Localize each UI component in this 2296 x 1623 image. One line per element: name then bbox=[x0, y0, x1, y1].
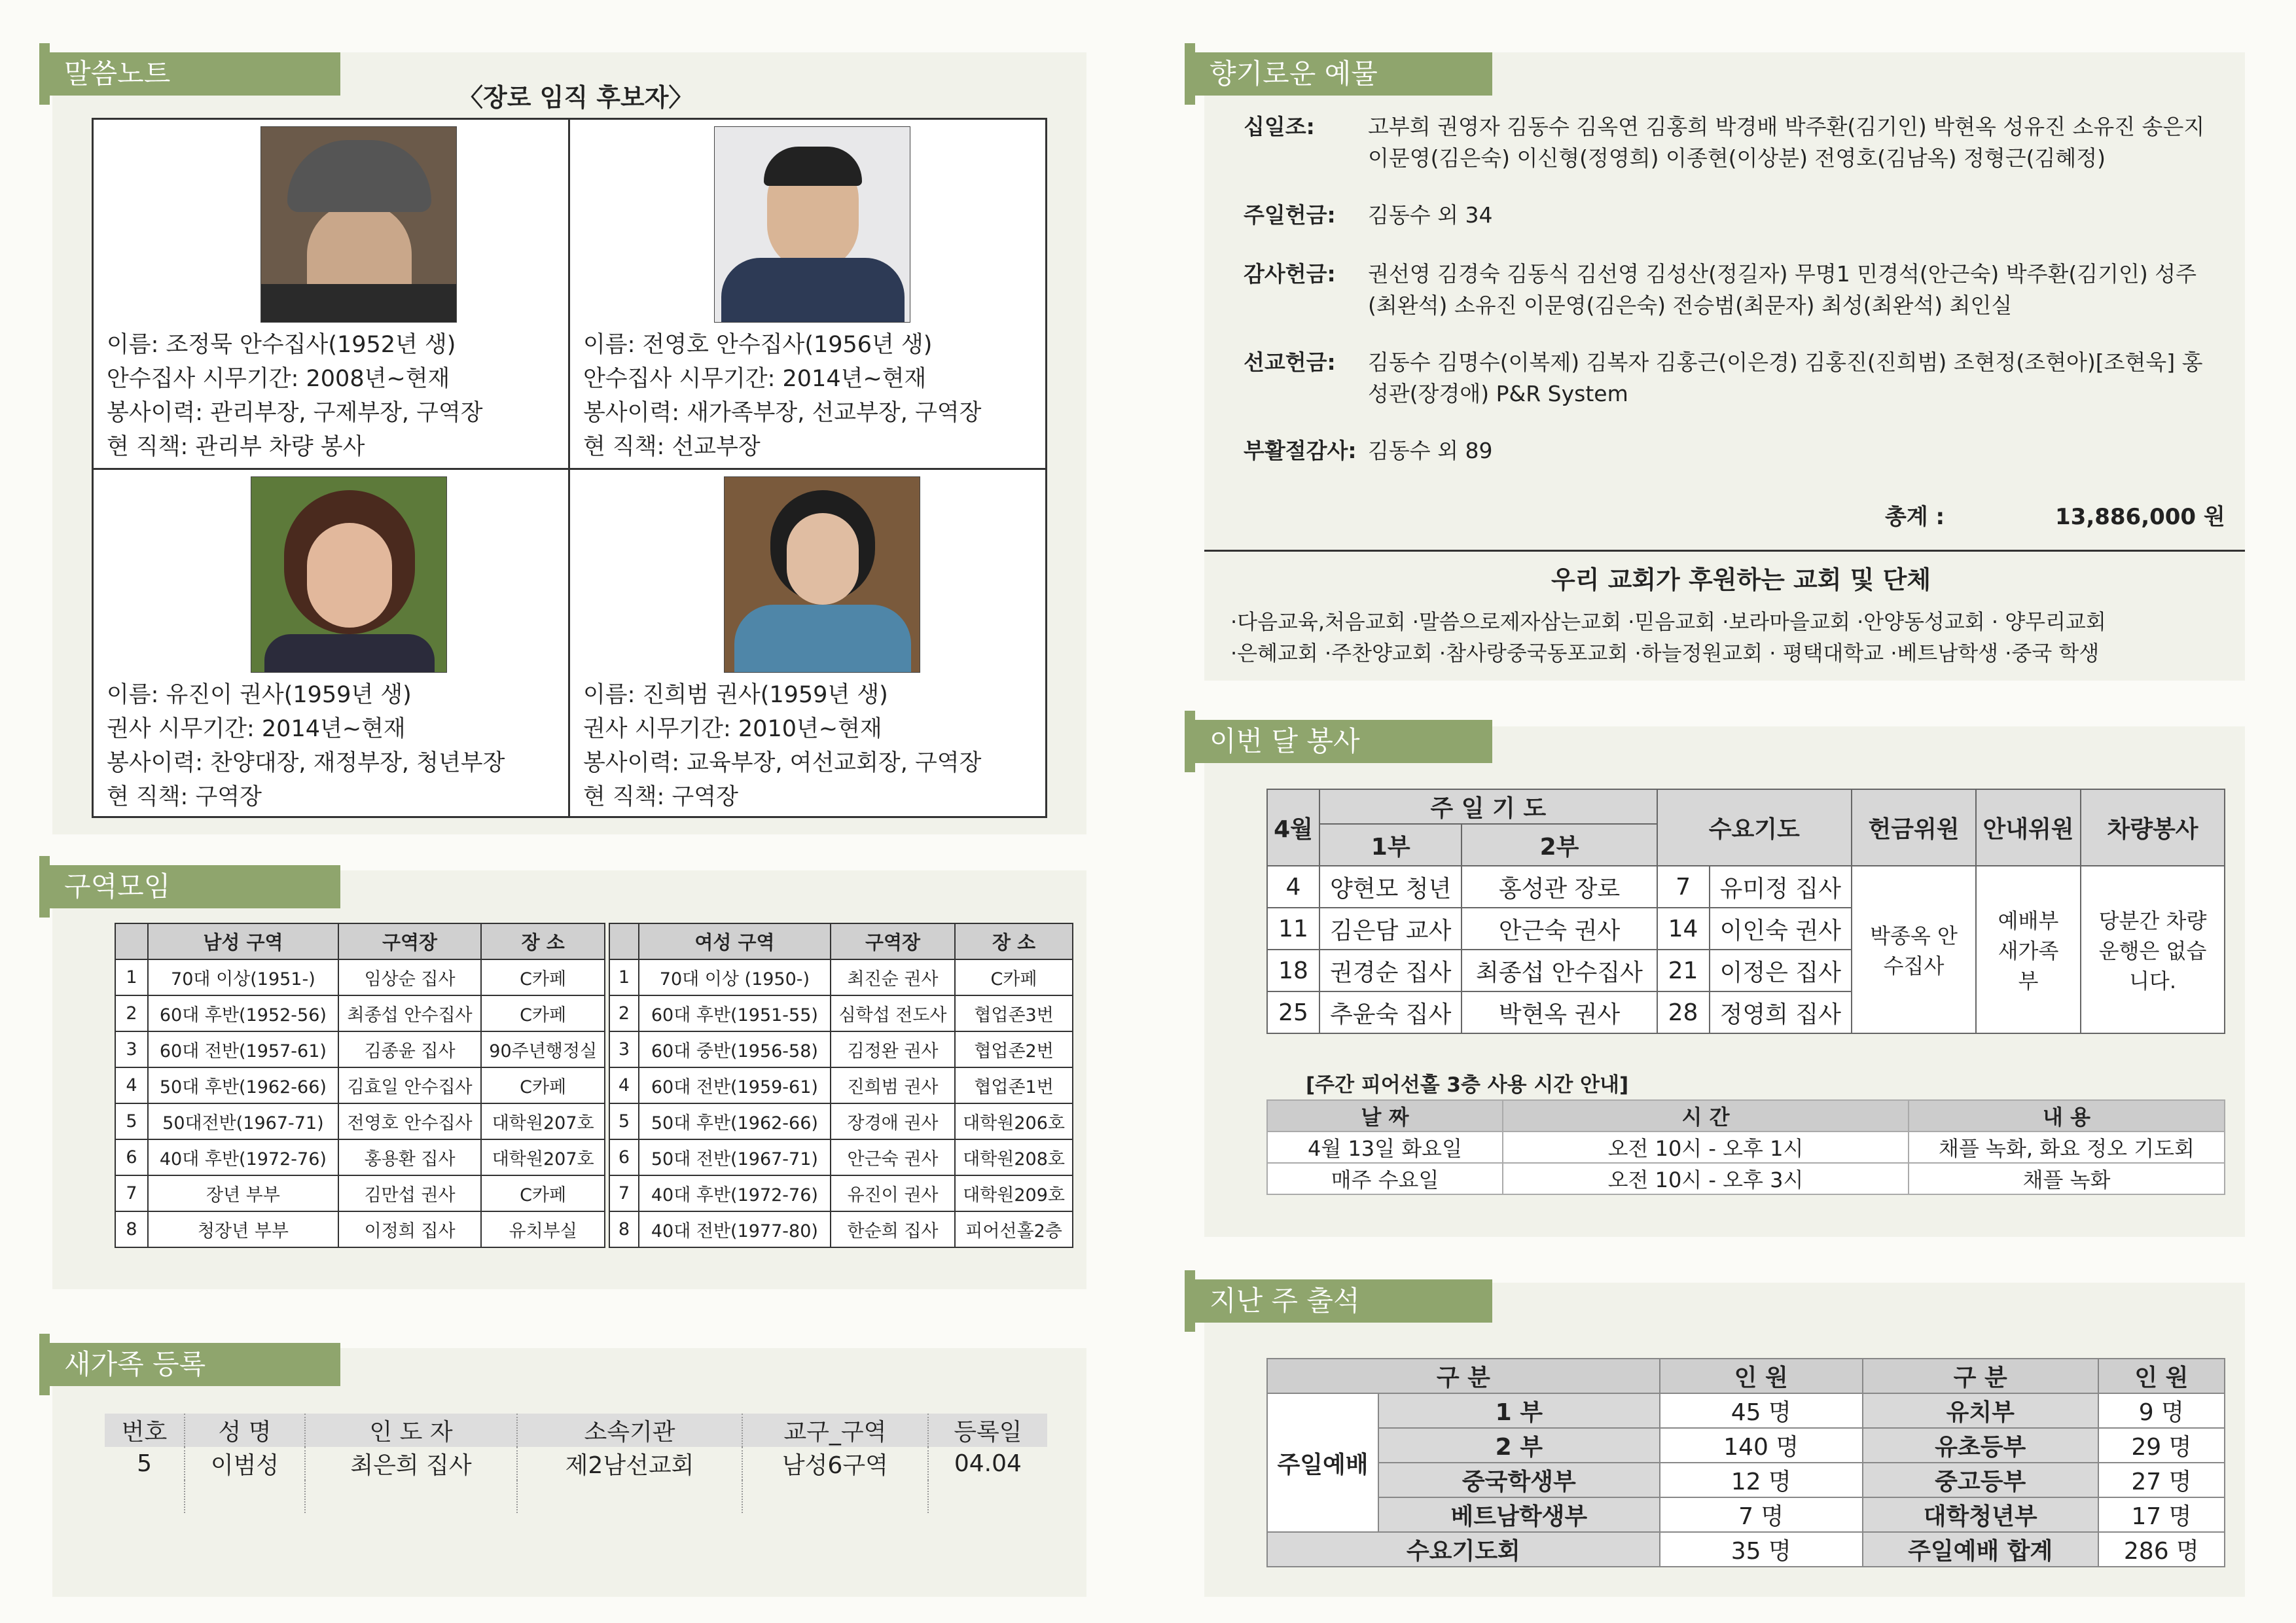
section-header-offering: 향기로운 예물 bbox=[1185, 52, 1492, 96]
candidate-info: 이름: 진희범 권사(1959년 생) 권사 시무기간: 2010년~현재 봉사이력: 교육부장, 여선교회장, 구역장 현 직책: 구역장 bbox=[583, 682, 982, 810]
table-row: 6 50대 전반(1967-71) 안근숙 권사 대학원208호 bbox=[609, 1139, 1073, 1175]
table-row: 3 60대 전반(1957-61) 김종윤 집사 90주년행정실 bbox=[115, 1031, 605, 1067]
candidate-photo bbox=[714, 126, 910, 323]
table-row: 8 40대 전반(1977-80) 한순희 집사 피어선홀2층 bbox=[609, 1211, 1073, 1247]
candidate-card bbox=[94, 470, 569, 818]
table-row: 1 70대 이상(1951-) 임상순 집사 C카페 bbox=[115, 959, 605, 995]
table-row: 5 50대전반(1967-71) 전영호 안수집사 대학원207호 bbox=[115, 1103, 605, 1139]
table-row: 5 50대 후반(1962-66) 장경애 권사 대학원206호 bbox=[609, 1103, 1073, 1139]
offering-total-value: 13,886,000 원 bbox=[2055, 504, 2225, 530]
attendance-table: 구 분 인 원 구 분 인 원 주일예배 1 부 45 명 유치부 9 명 2 부 140 명 유초등부 29 명 중국학생부 12 명 중고등부 27 명 베트남학생부 7 명 대학청년부 17 명 수요기도회 35 명 주일예배 합계 286 명 bbox=[1266, 1358, 2225, 1567]
candidate-info: 이름: 유진이 권사(1959년 생) 권사 시무기간: 2014년~현재 봉사이력: 찬양대장, 재정부장, 청년부장 현 직책: 구역장 bbox=[107, 682, 505, 810]
candidates-title: 〈장로 임직 후보자〉 bbox=[458, 83, 694, 112]
section-header-service: 이번 달 봉사 bbox=[1185, 720, 1492, 763]
table-row: 수요기도회 35 명 주일예배 합계 286 명 bbox=[1267, 1532, 2225, 1567]
table-row: 베트남학생부 7 명 대학청년부 17 명 bbox=[1267, 1497, 2225, 1532]
table-row: 2 60대 후반(1951-55) 심학섭 전도사 협업존3번 bbox=[609, 995, 1073, 1031]
table-row: 18 권경순 집사 최종섭 안수집사 21 이정은 집사 bbox=[1267, 950, 2225, 991]
table-row: 4월 13일 화요일 오전 10시 - 오후 1시 채플 녹화, 화요 정오 기도회 bbox=[1267, 1132, 2225, 1163]
table-row: 25 추윤숙 집사 박현옥 권사 28 정영희 집사 bbox=[1267, 991, 2225, 1033]
candidate-info: 이름: 전영호 안수집사(1956년 생) 안수집사 시무기간: 2014년~현재 봉사이력: 새가족부장, 선교부장, 구역장 현 직책: 선교부장 bbox=[583, 332, 982, 460]
offering-sunday: 주일헌금: 김동수 외 34 bbox=[1244, 202, 1493, 228]
new-family-table: 번호 성 명 인 도 자 소속기관 교구_구역 등록일 5 이범성 최은희 집사 제2남선교회 남성6구역 04.04 bbox=[105, 1414, 1047, 1513]
women-district-table: 여성 구역 구역장 장 소 1 70대 이상 (1950-) 최진순 권사 C카페 2 60대 후반(1951-55) 심학섭 전도사 협업존3번 3 60대 중반(1956-58) 김정완 권사 협업존2번 4 60대 전반(1959-61) 진희범 권사 협업존1번 5 50대 후반(1962-66) 장경애 권사 대학원206호 6 50대 전반(1967-71) 안근숙 권사 대학원208호 7 40대 후반(1972-76) 유진이 권사 대학원209호 8 40대 전반(1977-80) 한순희 집사 피어선홀2층 bbox=[609, 923, 1073, 1248]
candidate-photo bbox=[724, 476, 920, 673]
table-row: 주일예배 1 부 45 명 유치부 9 명 bbox=[1267, 1393, 2225, 1428]
offering-tithe: 십일조: 고부희 권영자 김동수 김옥연 김홍희 박경배 박주환(김기인) 박현옥 성유진 소유진 송은지 이문영(김은숙) 이신형(정영희) 이종현(이상분) 전영호(김남옥) 정형근(김혜정) bbox=[1244, 114, 2205, 171]
section-header-attendance: 지난 주 출석 bbox=[1185, 1279, 1492, 1323]
table-row: 8 청장년 부부 이정희 집사 유치부실 bbox=[115, 1211, 605, 1247]
section-header-district: 구역모임 bbox=[39, 865, 340, 908]
divider bbox=[1204, 550, 2245, 552]
table-row: 4 50대 후반(1962-66) 김효일 안수집사 C카페 bbox=[115, 1067, 605, 1103]
pierson-hall-title: [주간 피어선홀 3층 사용 시간 안내] bbox=[1306, 1073, 1629, 1097]
offering-mission: 선교헌금: 김동수 김명수(이복제) 김복자 김홍근(이은경) 김홍진(진희범) 조현정(조현아)[조현욱] 홍성관(장경애) P&R System bbox=[1244, 349, 2203, 406]
table-row: 3 60대 중반(1956-58) 김정완 권사 협업존2번 bbox=[609, 1031, 1073, 1067]
men-district-table: 남성 구역 구역장 장 소 1 70대 이상(1951-) 임상순 집사 C카페 2 60대 후반(1952-56) 최종섭 안수집사 C카페 3 60대 전반(1957-61) 김종윤 집사 90주년행정실 4 50대 후반(1962-66) 김효일 안수집사 C카페 5 50대전반(1967-71) 전영호 안수집사 대학원207호 6 40대 후반(1972-76) 홍용환 집사 대학원207호 7 장년 부부 김만섭 권사 C카페 8 청장년 부부 이정희 집사 유치부실 bbox=[115, 923, 605, 1248]
service-table: 4월 주 일 기 도 수요기도 헌금위원 안내위원 차량봉사 1부 2부 4 양현모 청년 홍성관 장로 7 유미정 집사 박종옥 안수집사 예배부 새가족부 당분간 차량운행은 없습니다. 11 김은담 교사 안근숙 권사 14 이인숙 권사 18 권경순 집사 최종섭 안수집사 21 이정은 집사 25 추윤숙 집사 박현옥 권사 28 정영희 집사 bbox=[1266, 789, 2225, 1034]
table-row: 5 이범성 최은희 집사 제2남선교회 남성6구역 04.04 bbox=[105, 1447, 1047, 1480]
support-list-2: ·은혜교회 ·주찬양교회 ·참사랑중국동포교회 ·하늘정원교회 · 평택대학교 ·베트남학생 ·중국 학생 bbox=[1230, 641, 2100, 666]
table-row: 7 장년 부부 김만섭 권사 C카페 bbox=[115, 1175, 605, 1211]
pierson-hall-table: 날 짜 시 간 내 용 4월 13일 화요일 오전 10시 - 오후 1시 채플 녹화, 화요 정오 기도회 매주 수요일 오전 10시 - 오후 3시 채플 녹화 bbox=[1266, 1099, 2225, 1195]
candidate-photo bbox=[251, 476, 447, 673]
offering-total-label: 총계 : bbox=[1885, 504, 1945, 530]
table-row: 11 김은담 교사 안근숙 권사 14 이인숙 권사 bbox=[1267, 908, 2225, 950]
candidates-grid bbox=[92, 118, 1047, 818]
section-header-new-family: 새가족 등록 bbox=[39, 1343, 340, 1386]
table-row: 1 70대 이상 (1950-) 최진순 권사 C카페 bbox=[609, 959, 1073, 995]
candidate-photo bbox=[260, 126, 457, 323]
candidate-card bbox=[570, 470, 1045, 818]
table-row: 4 양현모 청년 홍성관 장로 7 유미정 집사 박종옥 안수집사 예배부 새가족부 당분간 차량운행은 없습니다. bbox=[1267, 866, 2225, 908]
table-row: 매주 수요일 오전 10시 - 오후 3시 채플 녹화 bbox=[1267, 1163, 2225, 1194]
section-header-word-note: 말씀노트 bbox=[39, 52, 340, 96]
candidate-card bbox=[570, 120, 1045, 468]
support-title: 우리 교회가 후원하는 교회 및 단체 bbox=[1551, 565, 1931, 594]
offering-thanks: 감사헌금: 권선영 김경숙 김동식 김선영 김성산(정길자) 무명1 민경석(안근숙) 박주환(김기인) 성주(최완석) 소유진 이문영(김은숙) 전승범(최문자) 최성(최완석) 최인실 bbox=[1244, 261, 2197, 318]
table-row: 4 60대 전반(1959-61) 진희범 권사 협업존1번 bbox=[609, 1067, 1073, 1103]
support-list-1: ·다음교육,처음교회 ·말씀으로제자삼는교회 ·믿음교회 ·보라마을교회 ·안양동성교회 · 양무리교회 bbox=[1230, 609, 2106, 634]
table-row: 2 60대 후반(1952-56) 최종섭 안수집사 C카페 bbox=[115, 995, 605, 1031]
table-row: 2 부 140 명 유초등부 29 명 bbox=[1267, 1428, 2225, 1463]
candidate-info: 이름: 조정묵 안수집사(1952년 생) 안수집사 시무기간: 2008년~현재 봉사이력: 관리부장, 구제부장, 구역장 현 직책: 관리부 차량 봉사 bbox=[107, 332, 483, 460]
table-row: 7 40대 후반(1972-76) 유진이 권사 대학원209호 bbox=[609, 1175, 1073, 1211]
candidate-card bbox=[94, 120, 569, 468]
table-row: 6 40대 후반(1972-76) 홍용환 집사 대학원207호 bbox=[115, 1139, 605, 1175]
offering-easter: 부활절감사: 김동수 외 89 bbox=[1244, 438, 1493, 463]
table-row: 중국학생부 12 명 중고등부 27 명 bbox=[1267, 1463, 2225, 1497]
